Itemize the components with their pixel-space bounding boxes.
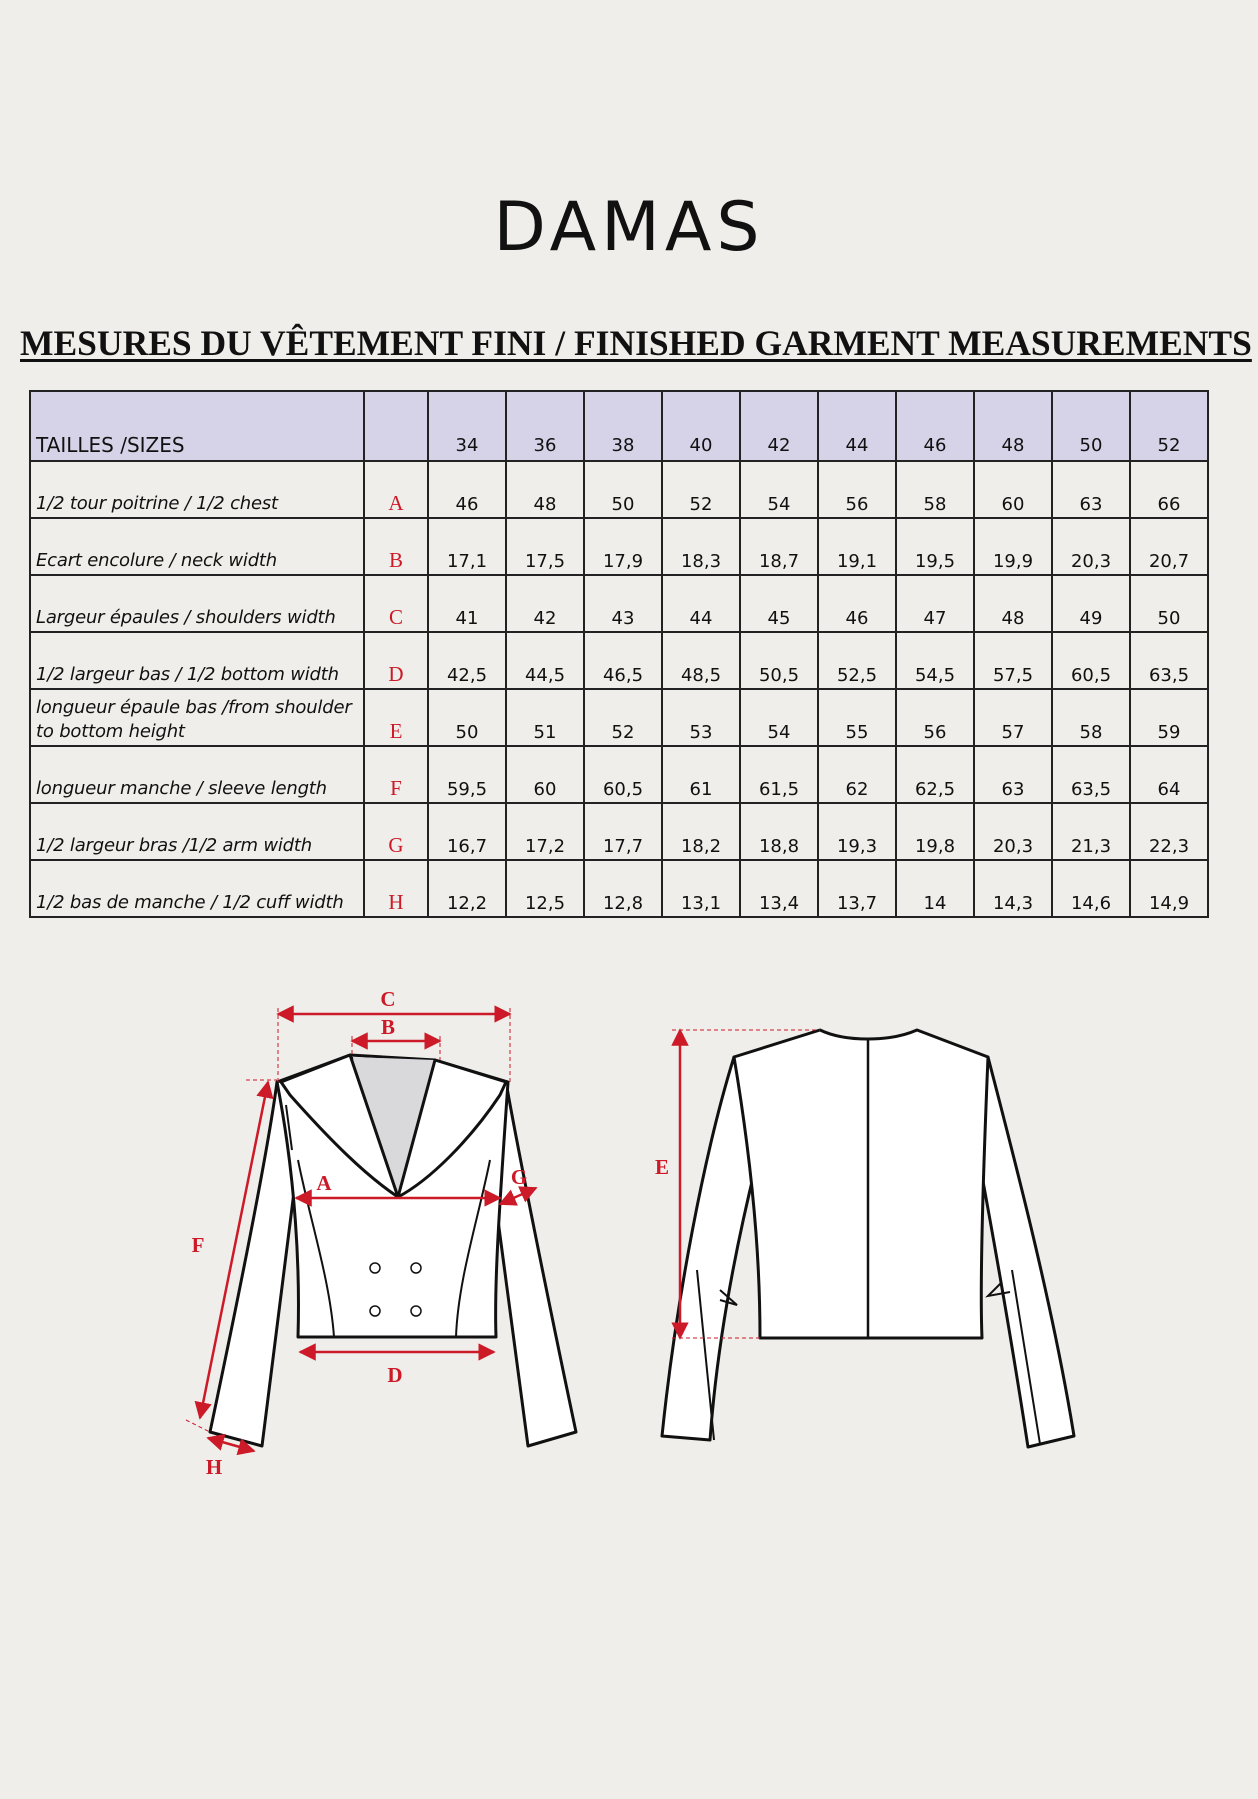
measurement-value: 53 — [662, 689, 740, 746]
measurement-value: 58 — [896, 461, 974, 518]
size-header: 44 — [818, 391, 896, 461]
measurement-value: 62 — [818, 746, 896, 803]
size-header: 50 — [1052, 391, 1130, 461]
measurement-value: 52,5 — [818, 632, 896, 689]
measurement-value: 20,3 — [974, 803, 1052, 860]
measurement-value: 63,5 — [1052, 746, 1130, 803]
measurement-value: 17,7 — [584, 803, 662, 860]
measurement-value: 63 — [1052, 461, 1130, 518]
measurement-value: 48 — [974, 575, 1052, 632]
measurement-label: longueur épaule bas /from shoulder to bottom height — [30, 689, 364, 746]
measurement-value: 16,7 — [428, 803, 506, 860]
size-header: 40 — [662, 391, 740, 461]
measurement-value: 57 — [974, 689, 1052, 746]
measurement-code: B — [364, 518, 428, 575]
dim-label-a: A — [316, 1171, 332, 1195]
measurement-value: 18,2 — [662, 803, 740, 860]
measurement-value: 12,2 — [428, 860, 506, 917]
measurement-value: 44,5 — [506, 632, 584, 689]
measurement-value: 54 — [740, 689, 818, 746]
measurement-value: 20,7 — [1130, 518, 1208, 575]
measurement-code: C — [364, 575, 428, 632]
measurement-value: 17,1 — [428, 518, 506, 575]
measurement-value: 48 — [506, 461, 584, 518]
measurement-value: 64 — [1130, 746, 1208, 803]
back-right-sleeve — [980, 1057, 1074, 1447]
size-header: 34 — [428, 391, 506, 461]
dim-label-c: C — [380, 987, 396, 1011]
measurement-code: F — [364, 746, 428, 803]
dim-label-b: B — [380, 1015, 396, 1039]
measurement-value: 62,5 — [896, 746, 974, 803]
size-header: 46 — [896, 391, 974, 461]
size-header: 42 — [740, 391, 818, 461]
measurement-code: G — [364, 803, 428, 860]
measurement-value: 14 — [896, 860, 974, 917]
measurement-label: 1/2 bas de manche / 1/2 cuff width — [30, 860, 364, 917]
measurement-value: 45 — [740, 575, 818, 632]
measurement-value: 50 — [428, 689, 506, 746]
measurement-code: D — [364, 632, 428, 689]
measurement-value: 63,5 — [1130, 632, 1208, 689]
dim-label-d: D — [387, 1363, 403, 1387]
measurement-value: 22,3 — [1130, 803, 1208, 860]
measurement-value: 18,8 — [740, 803, 818, 860]
measurement-value: 59 — [1130, 689, 1208, 746]
measurement-value: 13,4 — [740, 860, 818, 917]
measurement-value: 59,5 — [428, 746, 506, 803]
measurement-value: 17,2 — [506, 803, 584, 860]
measurement-code: H — [364, 860, 428, 917]
measurement-value: 50,5 — [740, 632, 818, 689]
measurement-value: 56 — [818, 461, 896, 518]
measurement-value: 58 — [1052, 689, 1130, 746]
brand-title: DAMAS — [493, 188, 765, 267]
measurement-value: 17,5 — [506, 518, 584, 575]
measurement-label: 1/2 largeur bas / 1/2 bottom width — [30, 632, 364, 689]
measurement-value: 17,9 — [584, 518, 662, 575]
size-header: 48 — [974, 391, 1052, 461]
measurement-value: 18,3 — [662, 518, 740, 575]
measurement-value: 19,3 — [818, 803, 896, 860]
measurement-value: 52 — [662, 461, 740, 518]
measurement-value: 19,1 — [818, 518, 896, 575]
measurement-value: 50 — [584, 461, 662, 518]
measurement-value: 60 — [974, 461, 1052, 518]
measurement-value: 14,6 — [1052, 860, 1130, 917]
measurement-value: 54 — [740, 461, 818, 518]
measurement-value: 14,3 — [974, 860, 1052, 917]
measurement-value: 56 — [896, 689, 974, 746]
measurement-code: A — [364, 461, 428, 518]
measurement-value: 12,8 — [584, 860, 662, 917]
measurement-value: 42,5 — [428, 632, 506, 689]
size-header: 52 — [1130, 391, 1208, 461]
measurement-value: 18,7 — [740, 518, 818, 575]
measurement-label: longueur manche / sleeve length — [30, 746, 364, 803]
measurement-value: 13,7 — [818, 860, 896, 917]
measurement-value: 46 — [818, 575, 896, 632]
measurement-value: 47 — [896, 575, 974, 632]
measurement-code: E — [364, 689, 428, 746]
measurement-value: 43 — [584, 575, 662, 632]
measurement-value: 46,5 — [584, 632, 662, 689]
measurement-label: Largeur épaules / shoulders width — [30, 575, 364, 632]
dim-label-f: F — [191, 1233, 205, 1257]
measurement-value: 19,8 — [896, 803, 974, 860]
dim-label-g: G — [510, 1165, 528, 1189]
sizes-header-label: TAILLES /SIZES — [30, 391, 364, 461]
measurement-value: 52 — [584, 689, 662, 746]
measurement-label: 1/2 tour poitrine / 1/2 chest — [30, 461, 364, 518]
measurement-value: 51 — [506, 689, 584, 746]
measurement-value: 60,5 — [1052, 632, 1130, 689]
measurement-value: 14,9 — [1130, 860, 1208, 917]
measurement-value: 49 — [1052, 575, 1130, 632]
dim-label-h: H — [205, 1455, 223, 1479]
measurement-label: Ecart encolure / neck width — [30, 518, 364, 575]
measurement-value: 57,5 — [974, 632, 1052, 689]
measurement-value: 61,5 — [740, 746, 818, 803]
measurement-value: 19,9 — [974, 518, 1052, 575]
measurement-value: 13,1 — [662, 860, 740, 917]
measurement-value: 46 — [428, 461, 506, 518]
measurement-label: 1/2 largeur bras /1/2 arm width — [30, 803, 364, 860]
page-heading: MESURES DU VÊTEMENT FINI / FINISHED GARMENT MEASUREMENTS — [20, 323, 1252, 363]
measurement-value: 48,5 — [662, 632, 740, 689]
measurement-value: 63 — [974, 746, 1052, 803]
measurement-value: 60 — [506, 746, 584, 803]
measurement-value: 42 — [506, 575, 584, 632]
measurement-value: 55 — [818, 689, 896, 746]
measurement-value: 12,5 — [506, 860, 584, 917]
measurement-value: 20,3 — [1052, 518, 1130, 575]
size-header: 36 — [506, 391, 584, 461]
size-header: 38 — [584, 391, 662, 461]
measurement-value: 19,5 — [896, 518, 974, 575]
back-body — [734, 1030, 988, 1338]
measurement-value: 21,3 — [1052, 803, 1130, 860]
measurement-value: 41 — [428, 575, 506, 632]
front-jacket-drawing — [210, 1055, 576, 1446]
measurement-value: 54,5 — [896, 632, 974, 689]
measurement-value: 61 — [662, 746, 740, 803]
measurement-value: 66 — [1130, 461, 1208, 518]
measurement-value: 44 — [662, 575, 740, 632]
measurement-value: 50 — [1130, 575, 1208, 632]
measurement-value: 60,5 — [584, 746, 662, 803]
dim-label-e: E — [654, 1155, 670, 1179]
